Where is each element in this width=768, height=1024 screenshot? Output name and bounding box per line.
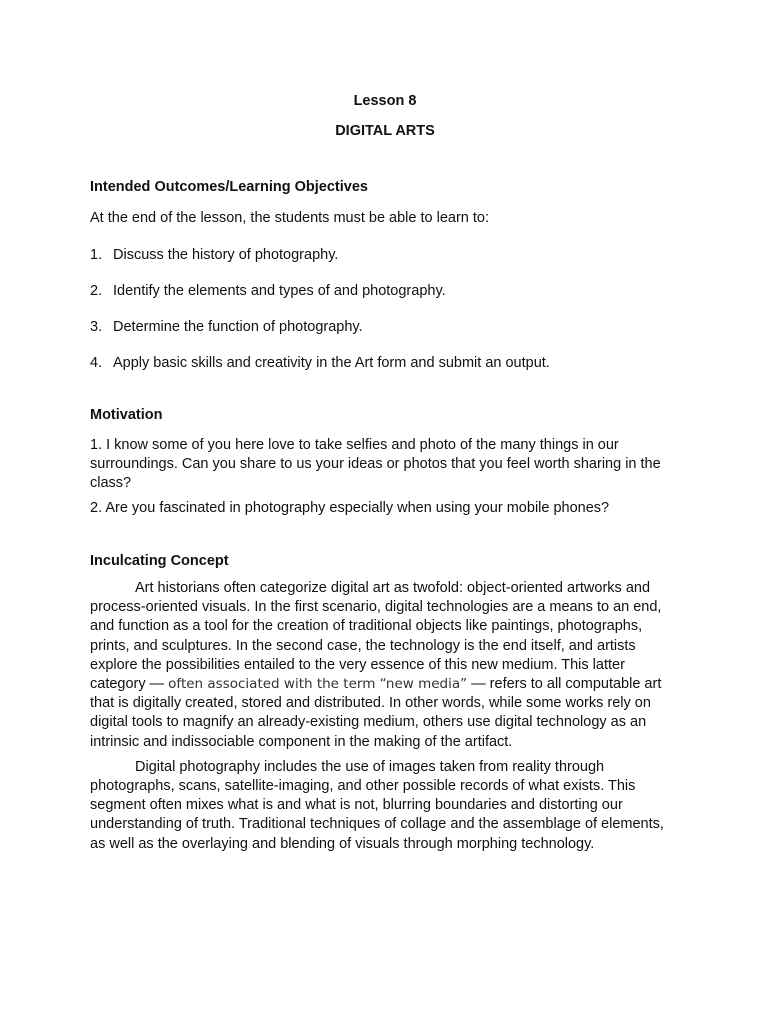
- concept-paragraph-1: [90, 579, 680, 752]
- lesson-title: DIGITAL ARTS: [335, 123, 435, 139]
- concept-paragraph-2: Digital photography includes the use of images taken from reality through photographs, scans, satellite-imaging, and other possible records of what exists. This segment often mixes what is and what is not, blurring boundaries and distorting our understanding of truth. Traditional techniques of collage and the assemblage of elements, as well as the overlaying and blending of visuals through morphing technology.: [90, 758, 664, 852]
- list-text: Apply basic skills and creativity in the Art form and submit an output.: [113, 355, 550, 371]
- list-number: 2.: [90, 283, 103, 299]
- list-number: 1.: [90, 247, 103, 263]
- document-page: [90, 92, 680, 854]
- concept-heading: Inculcating Concept: [90, 553, 229, 569]
- motivation-heading: Motivation: [90, 407, 163, 423]
- new-media-quote: often associated with the term “new media”: [168, 676, 468, 693]
- list-text: Discuss the history of photography.: [113, 247, 339, 263]
- list-item: [90, 318, 680, 336]
- motivation-item-2: 2. Are you fascinated in photography especially when using your mobile phones?: [90, 500, 610, 516]
- list-item: [90, 282, 680, 300]
- lesson-label: Lesson 8: [353, 93, 417, 109]
- objectives-list: [90, 246, 680, 372]
- list-number: 3.: [90, 319, 103, 335]
- list-number: 4.: [90, 355, 103, 371]
- concept-p1-start: Art historians often categorize digital art as twofold: object-oriented artworks and process-oriented visuals. In the first scenario, digital technologies are a means to an end, and function as a tool for the creation of traditional objects like paintings, photographs, prints, and sculptures. In the second case, the technology is the end itself, and artists explore the possibilities entailed to the very essence of this new medium. This latter category —: [90, 580, 662, 693]
- concept-p1-end: — refers to all computable art that is digitally created, stored and distributed. In other words, while some works rely on digital tools to magnify an already-existing medium, others use digital technology as an intrinsic and indissociable component in the making of the artifact.: [90, 676, 662, 750]
- list-text: Identify the elements and types of and photography.: [113, 283, 446, 299]
- list-item: [90, 246, 680, 264]
- motivation-item-1: 1. I know some of you here love to take selfies and photo of the many things in our surroundings. Can you share to us your ideas or photos that you feel worth sharing in the class?: [90, 437, 661, 491]
- list-item: [90, 354, 680, 372]
- list-text: Determine the function of photography.: [113, 319, 363, 335]
- objectives-intro: At the end of the lesson, the students must be able to learn to:: [90, 210, 490, 226]
- objectives-heading: Intended Outcomes/Learning Objectives: [90, 179, 368, 195]
